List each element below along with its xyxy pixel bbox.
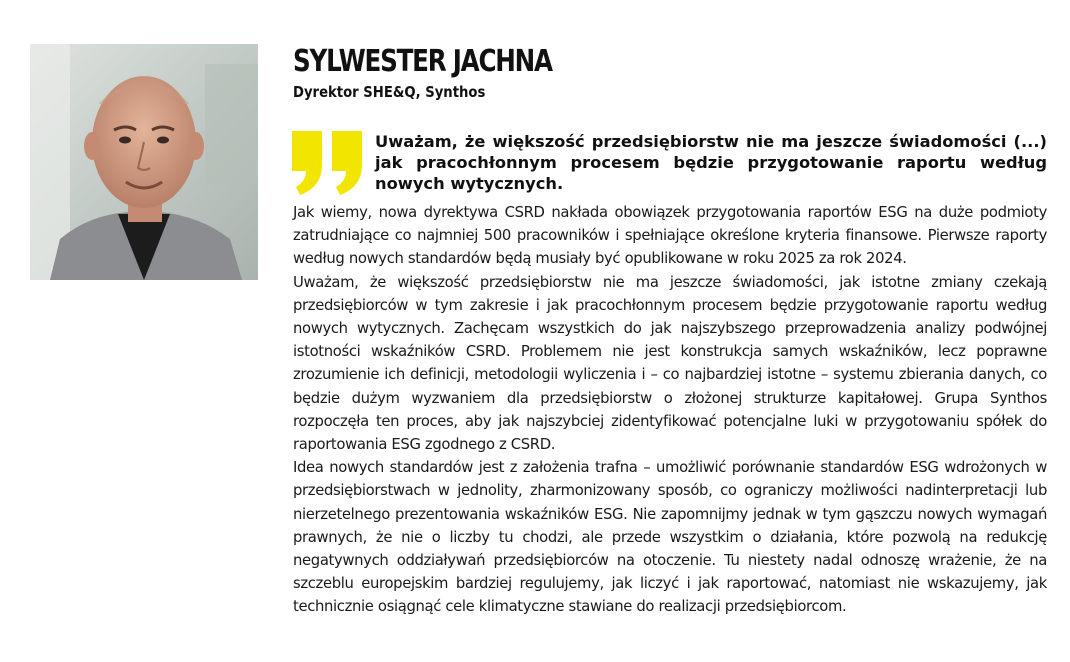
paragraph: Idea nowych standardów jest z założenia trafna – umożliwić porównanie standardów ESG wdrożonych w przedsiębiorstwach w jednolity, zharmonizowany sposób, co ograniczy możliwości nadinterpretacji lub nierzetelnego prezentowania wskaźników ESG. Nie zapomnijmy jednak w tym gąszczu nowych wymagań prawnych, że nie o liczby tu chodzi, ale przede wszystkim o działania, które pozwolą na redukcję negatywnych oddziaływań przedsiębiorców na otoczenie. Tu niestety nadal odnoszę wrażenie, że na szczeblu europejskim bardziej regulujemy, jak liczyć i jak raportować, natomiast nie wskazujemy, jak technicznie osiągnąć cele klimatyczne stawiane do realizacji przedsiębiorcom. xyxy=(293,459,1047,616)
portrait-photo xyxy=(30,44,258,280)
paragraph: Jak wiemy, nowa dyrektywa CSRD nakłada obowiązek przygotowania raportów ESG na duże podmioty zatrudniające co najmniej 500 pracowników i spełniające określone kryteria finansowe. Pierwsze raporty według nowych standardów będą musiały być opublikowane w roku 2025 za rok 2024. xyxy=(293,204,1047,268)
quote-mark-icon xyxy=(292,131,364,195)
article-body xyxy=(293,201,1047,619)
paragraph: Uważam, że większość przedsiębiorstw nie ma jeszcze świadomości, jak istotne zmiany czekają przedsiębiorców w tym zakresie i jak pracochłonnym procesem będzie przygotowanie raportu według nowych wytycznych. Zachęcam wszystkich do jak najszybszego przeprowadzenia analizy podwójnej istotności wskaźników CSRD. Problemem nie jest konstrukcja samych wskaźników, lecz poprawne zrozumienie ich definicji, metodologii wyliczenia i – co najbardziej istotne – systemu zbierania danych, co będzie dużym wyzwaniem dla przedsiębiorstw o złożonej strukturze kapitałowej. Grupa Synthos rozpoczęła ten proces, aby jak najszybciej zidentyfikować potencjalne luki w przygotowaniu spółek do raportowania ESG zgodnego z CSRD. xyxy=(293,273,1047,454)
person-role: Dyrektor SHE&Q, Synthos xyxy=(293,83,486,101)
person-name: SYLWESTER JACHNA xyxy=(293,44,552,79)
pull-quote: Uważam, że większość przedsiębiorstw nie ma jeszcze świadomości (...) jak pracochłonnym procesem będzie przygotowanie raportu według nowych wytycznych. xyxy=(375,132,1047,193)
